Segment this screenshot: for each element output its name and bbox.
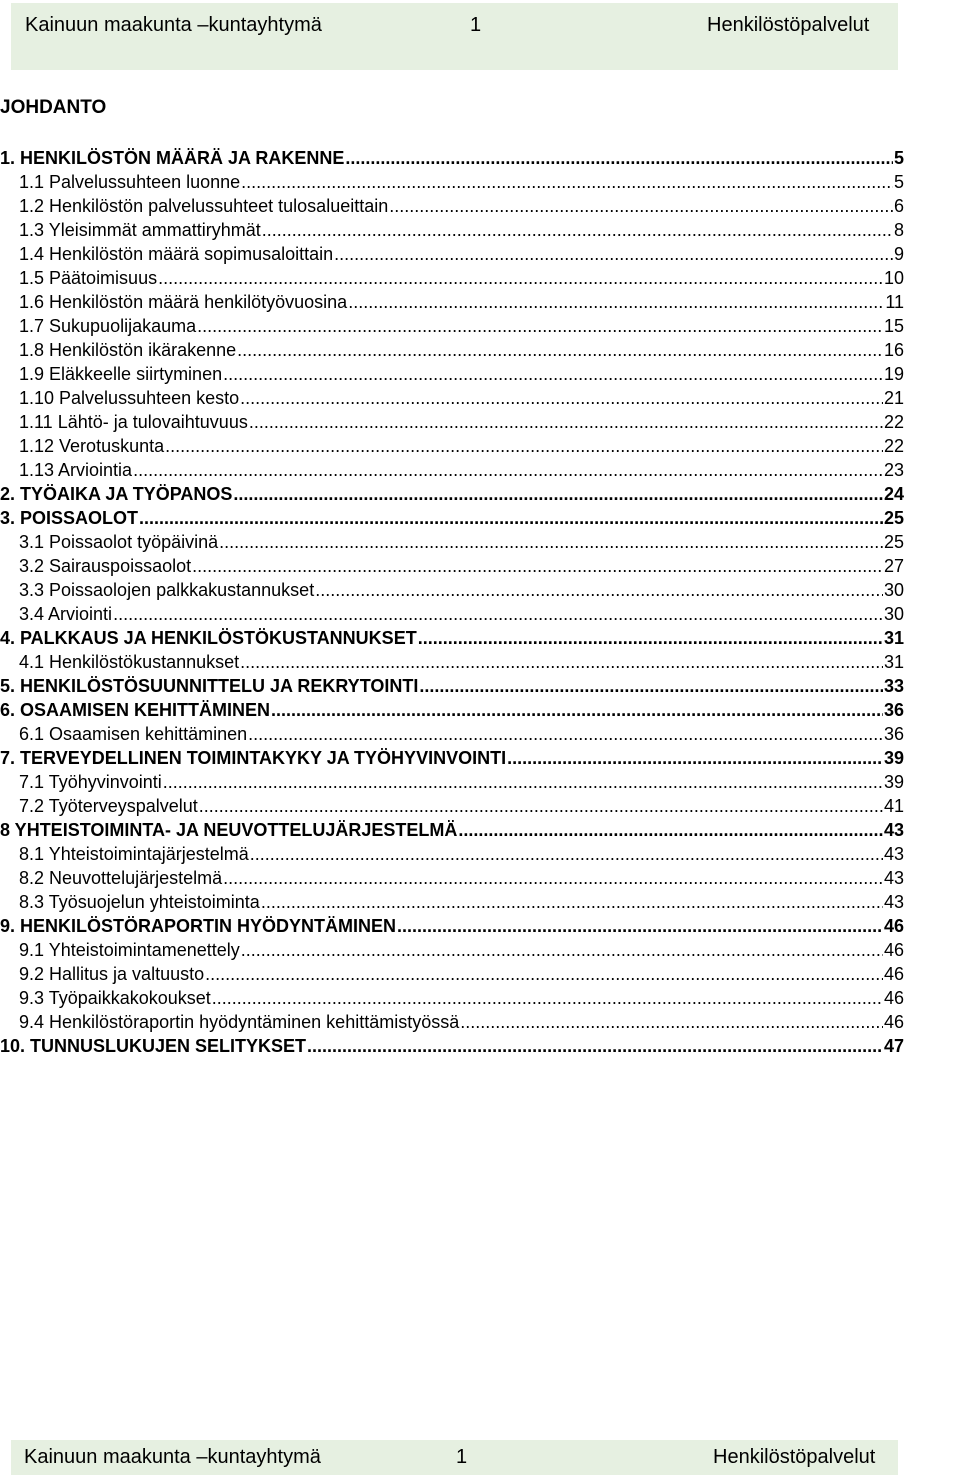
toc-entry-page: 31	[883, 628, 904, 648]
toc-dot-leader	[223, 363, 883, 385]
toc-dot-leader	[133, 459, 883, 481]
toc-entry-label: 8.2 Neuvottelujärjestelmä	[19, 868, 223, 888]
toc-chapter-entry	[0, 915, 904, 937]
toc-entry-label: 7.1 Työhyvinvointi	[19, 772, 162, 792]
intro-heading: JOHDANTO	[0, 97, 107, 118]
toc-entry-label: 1.3 Yleisimmät ammattiryhmät	[19, 220, 261, 240]
toc-dot-leader	[197, 315, 883, 337]
toc-dot-leader	[458, 819, 883, 841]
toc-section-entry	[19, 579, 904, 601]
toc-section-entry	[19, 603, 904, 625]
toc-dot-leader	[233, 483, 883, 505]
toc-entry-label: 1.10 Palvelussuhteen kesto	[19, 388, 240, 408]
toc-dot-leader	[419, 675, 883, 697]
toc-section-entry	[19, 939, 904, 961]
toc-section-entry	[19, 555, 904, 577]
footer-page-number: 1	[456, 1446, 468, 1468]
toc-entry-page: 19	[883, 364, 904, 384]
toc-dot-leader	[249, 411, 883, 433]
toc-section-entry	[19, 435, 904, 457]
toc-entry-label: 1.5 Päätoimisuus	[19, 268, 158, 288]
toc-chapter-entry	[0, 675, 904, 697]
toc-dot-leader	[237, 339, 883, 361]
toc-entry-label: 1.9 Eläkkeelle siirtyminen	[19, 364, 223, 384]
toc-entry-label: 9.4 Henkilöstöraportin hyödyntäminen kehittämistyössä	[19, 1012, 460, 1032]
toc-entry-page: 33	[883, 676, 904, 696]
toc-entry-label: 6. OSAAMISEN KEHITTÄMINEN	[0, 700, 271, 720]
toc-entry-label: 1.2 Henkilöstön palvelussuhteet tulosalueittain	[19, 196, 389, 216]
toc-entry-page: 30	[883, 604, 904, 624]
toc-dot-leader	[241, 939, 883, 961]
toc-section-entry	[19, 267, 904, 289]
toc-entry-page: 47	[883, 1036, 904, 1056]
toc-entry-page: 36	[883, 700, 904, 720]
toc-entry-label: 9.1 Yhteistoimintamenettely	[19, 940, 240, 960]
toc-dot-leader	[199, 795, 883, 817]
toc-entry-label: 1. HENKILÖSTÖN MÄÄRÄ JA RAKENNE	[0, 148, 345, 168]
toc-section-entry	[19, 339, 904, 361]
toc-entry-label: 1.7 Sukupuolijakauma	[19, 316, 197, 336]
toc-entry-label: 8.3 Työsuojelun yhteistoiminta	[19, 892, 260, 912]
toc-dot-leader	[250, 843, 883, 865]
toc-dot-leader	[219, 531, 883, 553]
toc-dot-leader	[240, 387, 883, 409]
toc-chapter-entry	[0, 147, 904, 169]
toc-dot-leader	[241, 171, 893, 193]
toc-entry-label: 1.8 Henkilöstön ikärakenne	[19, 340, 237, 360]
toc-entry-page: 5	[893, 148, 904, 168]
toc-entry-page: 21	[883, 388, 904, 408]
toc-dot-leader	[507, 747, 883, 769]
toc-section-entry	[19, 723, 904, 745]
toc-entry-page: 15	[883, 316, 904, 336]
toc-dot-leader	[223, 867, 883, 889]
toc-entry-page: 43	[883, 820, 904, 840]
toc-dot-leader	[192, 555, 883, 577]
toc-entry-page: 30	[883, 580, 904, 600]
toc-dot-leader	[262, 219, 893, 241]
toc-entry-label: 4. PALKKAUS JA HENKILÖSTÖKUSTANNUKSET	[0, 628, 417, 648]
header-organization: Kainuun maakunta –kuntayhtymä	[25, 14, 322, 36]
toc-entry-page: 46	[883, 940, 904, 960]
toc-section-entry	[19, 651, 904, 673]
toc-section-entry	[19, 795, 904, 817]
toc-entry-page: 25	[883, 532, 904, 552]
toc-dot-leader	[348, 291, 884, 313]
toc-dot-leader	[163, 771, 883, 793]
toc-entry-page: 27	[883, 556, 904, 576]
toc-entry-label: 3.2 Sairauspoissaolot	[19, 556, 192, 576]
toc-section-entry	[19, 219, 904, 241]
toc-section-entry	[19, 963, 904, 985]
toc-entry-page: 46	[883, 964, 904, 984]
page-header	[11, 3, 898, 70]
toc-entry-page: 9	[893, 244, 904, 264]
toc-entry-page: 31	[883, 652, 904, 672]
toc-section-entry	[19, 411, 904, 433]
toc-entry-page: 11	[885, 292, 904, 312]
toc-entry-page: 16	[883, 340, 904, 360]
toc-entry-page: 10	[883, 268, 904, 288]
toc-section-entry	[19, 771, 904, 793]
toc-dot-leader	[165, 435, 883, 457]
toc-chapter-entry	[0, 483, 904, 505]
toc-section-entry	[19, 459, 904, 481]
toc-entry-page: 5	[893, 172, 904, 192]
toc-chapter-entry	[0, 1035, 904, 1057]
toc-entry-page: 46	[883, 1012, 904, 1032]
toc-chapter-entry	[0, 819, 904, 841]
toc-entry-label: 1.13 Arviointia	[19, 460, 133, 480]
toc-entry-page: 24	[883, 484, 904, 504]
toc-section-entry	[19, 387, 904, 409]
toc-entry-page: 39	[883, 748, 904, 768]
toc-entry-label: 9. HENKILÖSTÖRAPORTIN HYÖDYNTÄMINEN	[0, 916, 397, 936]
toc-entry-page: 39	[883, 772, 904, 792]
toc-dot-leader	[113, 603, 883, 625]
toc-dot-leader	[315, 579, 883, 601]
toc-dot-leader	[139, 507, 883, 529]
toc-dot-leader	[345, 147, 893, 169]
toc-entry-page: 43	[883, 892, 904, 912]
toc-entry-page: 8	[893, 220, 904, 240]
toc-section-entry	[19, 315, 904, 337]
toc-entry-page: 36	[883, 724, 904, 744]
toc-section-entry	[19, 531, 904, 553]
toc-section-entry	[19, 291, 904, 313]
toc-entry-label: 1.11 Lähtö- ja tulovaihtuvuus	[19, 412, 248, 432]
toc-dot-leader	[248, 723, 883, 745]
toc-entry-page: 25	[883, 508, 904, 528]
toc-entry-label: 5. HENKILÖSTÖSUUNNITTELU JA REKRYTOINTI	[0, 676, 419, 696]
toc-entry-page: 6	[893, 196, 904, 216]
toc-section-entry	[19, 243, 904, 265]
toc-section-entry	[19, 171, 904, 193]
toc-chapter-entry	[0, 699, 904, 721]
toc-section-entry	[19, 1011, 904, 1033]
toc-dot-leader	[271, 699, 883, 721]
toc-entry-label: 2. TYÖAIKA JA TYÖPANOS	[0, 484, 233, 504]
toc-dot-leader	[389, 195, 893, 217]
toc-entry-page: 43	[883, 868, 904, 888]
toc-chapter-entry	[0, 747, 904, 769]
toc-section-entry	[19, 987, 904, 1009]
toc-entry-label: 10. TUNNUSLUKUJEN SELITYKSET	[0, 1036, 307, 1056]
toc-entry-page: 41	[883, 796, 904, 816]
toc-dot-leader	[397, 915, 883, 937]
toc-dot-leader	[240, 651, 883, 673]
toc-entry-label: 3.4 Arviointi	[19, 604, 113, 624]
toc-entry-label: 3. POISSAOLOT	[0, 508, 139, 528]
toc-dot-leader	[334, 243, 893, 265]
header-department: Henkilöstöpalvelut	[707, 14, 870, 36]
toc-entry-label: 1.1 Palvelussuhteen luonne	[19, 172, 241, 192]
toc-entry-label: 8 YHTEISTOIMINTA- JA NEUVOTTELUJÄRJESTELMÄ	[0, 820, 458, 840]
toc-entry-page: 23	[883, 460, 904, 480]
page-footer	[11, 1440, 898, 1475]
toc-section-entry	[19, 891, 904, 913]
toc-section-entry	[19, 843, 904, 865]
toc-dot-leader	[158, 267, 883, 289]
toc-section-entry	[19, 867, 904, 889]
toc-dot-leader	[212, 987, 883, 1009]
toc-section-entry	[19, 363, 904, 385]
toc-dot-leader	[205, 963, 883, 985]
footer-department: Henkilöstöpalvelut	[713, 1446, 876, 1468]
toc-dot-leader	[418, 627, 883, 649]
toc-section-entry	[19, 195, 904, 217]
toc-entry-label: 4.1 Henkilöstökustannukset	[19, 652, 240, 672]
toc-chapter-entry	[0, 627, 904, 649]
toc-entry-label: 7. TERVEYDELLINEN TOIMINTAKYKY JA TYÖHYVINVOINTI	[0, 748, 507, 768]
toc-entry-label: 7.2 Työterveyspalvelut	[19, 796, 198, 816]
toc-entry-page: 46	[883, 916, 904, 936]
toc-entry-page: 22	[883, 412, 904, 432]
toc-entry-label: 9.3 Työpaikkakokoukset	[19, 988, 211, 1008]
toc-entry-label: 3.3 Poissaolojen palkkakustannukset	[19, 580, 315, 600]
toc-chapter-entry	[0, 507, 904, 529]
toc-entry-page: 46	[883, 988, 904, 1008]
toc-dot-leader	[261, 891, 883, 913]
toc-entry-page: 22	[883, 436, 904, 456]
toc-entry-label: 1.12 Verotuskunta	[19, 436, 165, 456]
toc-entry-page: 43	[883, 844, 904, 864]
toc-entry-label: 9.2 Hallitus ja valtuusto	[19, 964, 205, 984]
header-page-number: 1	[470, 14, 482, 36]
toc-entry-label: 6.1 Osaamisen kehittäminen	[19, 724, 248, 744]
toc-entry-label: 1.6 Henkilöstön määrä henkilötyövuosina	[19, 292, 348, 312]
toc-entry-label: 1.4 Henkilöstön määrä sopimusaloittain	[19, 244, 334, 264]
toc-entry-label: 8.1 Yhteistoimintajärjestelmä	[19, 844, 249, 864]
footer-organization: Kainuun maakunta –kuntayhtymä	[24, 1446, 321, 1468]
toc-dot-leader	[460, 1011, 883, 1033]
toc-entry-label: 3.1 Poissaolot työpäivinä	[19, 532, 219, 552]
toc-dot-leader	[307, 1035, 883, 1057]
